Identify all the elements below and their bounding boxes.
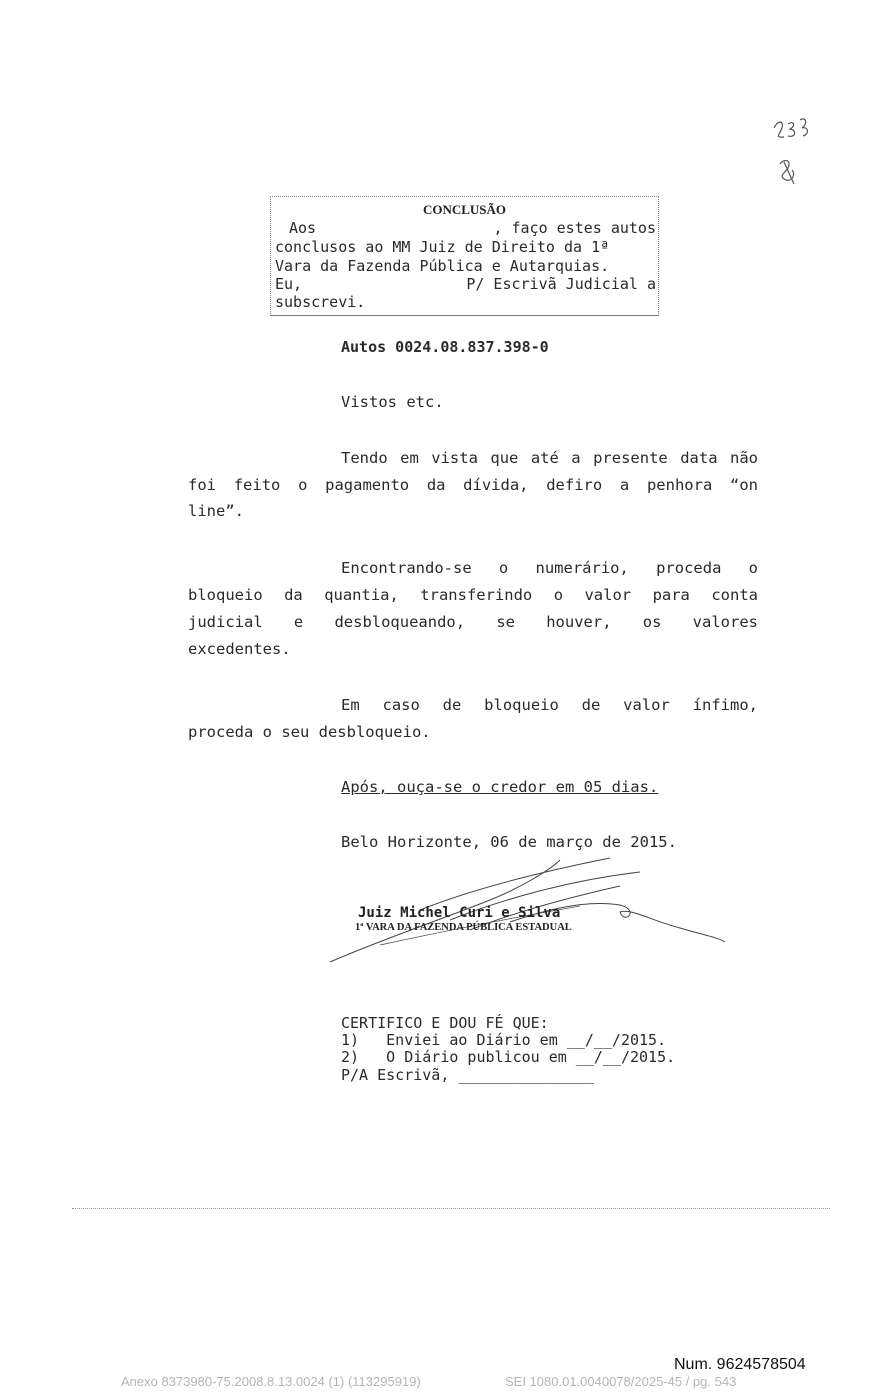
greeting: Vistos etc.: [341, 393, 444, 411]
handwritten-page-number: [770, 114, 830, 194]
bottom-divider: [72, 1208, 830, 1209]
place-date: Belo Horizonte, 06 de março de 2015.: [341, 833, 677, 851]
conclusao-stamp-box: [270, 196, 659, 316]
footer-annex-reference: Anexo 8373980-75.2008.8.13.0024 (1) (113295919): [121, 1374, 421, 1389]
footer-sei-reference: SEI 1080.01.0040078/2025-45 / pg. 543: [505, 1374, 737, 1389]
judge-court: 1ª VARA DA FAZENDA PÚBLICA ESTADUAL: [355, 922, 572, 933]
paragraph2-line2: bloqueio da quantia, transferindo o valor para conta: [188, 586, 758, 604]
paragraph2-line3: judicial e desbloqueando, se houver, os valores: [188, 613, 758, 631]
certificate-item3: P/A Escrivã, _______________: [341, 1066, 594, 1084]
paragraph2-line1: Encontrando-se o numerário, proceda o: [341, 559, 758, 577]
paragraph1-line3: line”.: [188, 502, 244, 520]
conclusao-title: CONCLUSÃO: [422, 202, 507, 217]
case-number-title: Autos 0024.08.837.398-0: [341, 338, 549, 356]
document-number: Num. 9624578504: [674, 1356, 806, 1373]
closing-order: Após, ouça-se o credor em 05 dias.: [341, 778, 659, 796]
paragraph3-line1: Em caso de bloqueio de valor ínfimo,: [341, 696, 758, 714]
certificate-heading: CERTIFICO E DOU FÉ QUE:: [341, 1014, 549, 1032]
conclusao-line4-b: P/ Escrivã Judicial a: [466, 275, 656, 293]
certificate-item1: 1) Enviei ao Diário em __/__/2015.: [341, 1031, 667, 1049]
paragraph2-line4: excedentes.: [188, 640, 291, 658]
conclusao-line3: Vara da Fazenda Pública e Autarquias.: [275, 257, 610, 275]
conclusao-line2: conclusos ao MM Juiz de Direito da 1ª: [275, 238, 610, 256]
certificate-item2: 2) O Diário publicou em __/__/2015.: [341, 1048, 676, 1066]
paragraph3-line2: proceda o seu desbloqueio.: [188, 723, 431, 741]
judge-name: Juiz Michel Curi e Silva: [358, 905, 561, 921]
paragraph1-line1: Tendo em vista que até a presente data não: [341, 449, 758, 467]
paragraph1-line2: foi feito o pagamento da dívida, defiro a penhora “on: [188, 476, 758, 494]
conclusao-line1-b: , faço estes autos: [493, 219, 656, 237]
conclusao-line1-a: Aos: [289, 219, 317, 237]
conclusao-line4-a: Eu,: [275, 275, 303, 293]
conclusao-line5: subscrevi.: [275, 293, 366, 311]
